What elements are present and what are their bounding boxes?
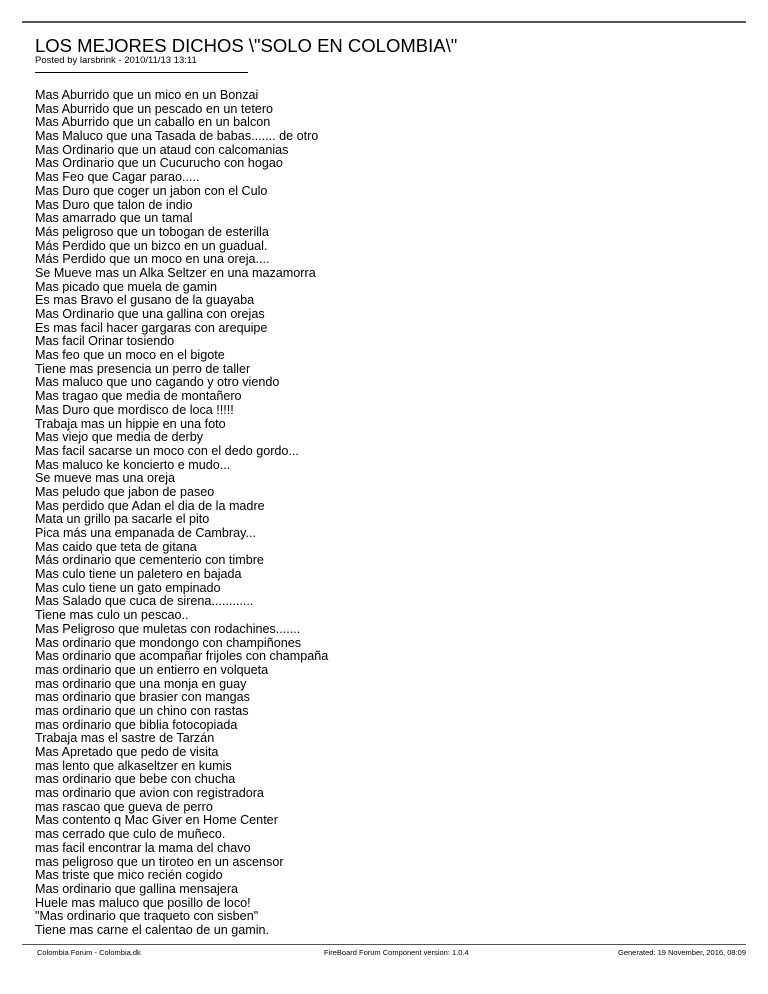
post-line: Es mas Bravo el gusano de la guayaba <box>35 293 255 308</box>
post-line: Se Mueve mas un Alka Seltzer en una mazamorra <box>35 265 316 280</box>
post-line: Más ordinario que cementerio con timbre <box>35 553 264 568</box>
post-line: Mas Duro que talon de indio <box>35 197 193 212</box>
post-line: "Mas ordinario que traqueto con sisben" <box>35 909 259 924</box>
post-line: Trabaja mas el sastre de Tarzán <box>35 731 215 746</box>
post-line: Mas contento q Mac Giver en Home Center <box>35 813 278 828</box>
post-line: Tiene mas presencia un perro de taller <box>35 361 251 376</box>
post-line: Mas Salado que cuca de sirena............ <box>35 594 254 609</box>
post-line: Tiene mas culo un pescao.. <box>35 608 189 623</box>
post-line: Pica más una empanada de Cambray... <box>35 526 256 540</box>
meta-divider <box>35 72 248 73</box>
post-line: Mas Peligroso que muletas con rodachines....... <box>35 621 301 636</box>
post-line: mas cerrado que culo de muñeco. <box>35 827 226 842</box>
post-line: Es mas facil hacer gargaras con arequipe <box>35 320 268 335</box>
post-line: Mas ordinario que gallina mensajera <box>35 881 239 896</box>
post-line: Mas Ordinario que una gallina con orejas <box>35 307 265 321</box>
post-line: mas ordinario que brasier con mangas <box>35 690 250 705</box>
post-line: Mas Aburrido que un pescado en un tetero <box>35 101 274 116</box>
post-line: Más Perdido que un bizco en un guadual. <box>35 238 268 253</box>
post-line: Mas Ordinario que un Cucurucho con hogao <box>35 156 283 171</box>
post-line: Mas amarrado que un tamal <box>35 211 193 226</box>
post-line: Mata un grillo pa sacarle el pito <box>35 512 210 527</box>
post-line: Mas Duro que coger un jabon con el Culo <box>35 183 268 198</box>
post-body <box>35 89 328 938</box>
post-line: mas ordinario que avion con registradora <box>35 786 264 801</box>
post-line: Se mueve mas una oreja <box>35 471 176 486</box>
post-line: Mas feo que un moco en el bigote <box>35 348 225 363</box>
footer-divider <box>22 944 746 945</box>
post-line: Mas Aburrido que un caballo en un balcon <box>35 115 271 130</box>
post-line: Mas Ordinario que un ataud con calcomanias <box>35 142 289 157</box>
post-meta: Posted by larsbrink - 2010/11/13 13:11 <box>35 55 197 66</box>
post-line: mas ordinario que una monja en guay <box>35 676 247 691</box>
footer-component: FireBoard Forum Component version: 1.0.4 <box>324 948 469 957</box>
post-line: Mas picado que muela de gamin <box>35 279 218 294</box>
post-line: Más peligroso que un tobogan de esterilla <box>35 224 269 239</box>
post-line: Mas viejo que media de derby <box>35 430 204 445</box>
footer-generated: Generated: 19 November, 2016, 08:09 <box>617 948 746 957</box>
post-line: Mas peludo que jabon de paseo <box>35 484 215 499</box>
post-line: Mas facil sacarse un moco con el dedo gordo... <box>35 443 299 458</box>
top-divider <box>22 21 746 23</box>
post-line: Mas maluco que uno cagando y otro viendo <box>35 375 280 390</box>
post-line: Mas Aburrido que un mico en un Bonzai <box>35 88 259 102</box>
post-title: LOS MEJORES DICHOS \"SOLO EN COLOMBIA\" <box>35 35 458 56</box>
post-line: mas lento que alkaseltzer en kumis <box>35 758 232 773</box>
post-line: mas facil encontrar la mama del chavo <box>35 840 251 855</box>
post-line: Mas caido que teta de gitana <box>35 539 197 554</box>
post-line: Trabaja mas un hippie en una foto <box>35 416 226 431</box>
post-line: mas peligroso que un tiroteo en un ascensor <box>35 854 284 869</box>
post-line: Mas culo tiene un gato empinado <box>35 580 221 595</box>
post-line: Tiene mas carne el calentao de un gamin. <box>35 922 270 937</box>
post-line: Mas tragao que media de montañero <box>35 389 242 404</box>
post-line: Mas perdido que Adan el dia de la madre <box>35 498 265 513</box>
post-line: Mas Duro que mordisco de loca !!!!! <box>35 402 234 417</box>
post-line: Mas Maluco que una Tasada de babas....... de otro <box>35 129 319 144</box>
post-line: Mas maluco ke koncierto e mudo... <box>35 457 231 472</box>
post-line: Mas ordinario que mondongo con champiñones <box>35 635 302 650</box>
post-line: mas ordinario que bebe con chucha <box>35 772 236 787</box>
post-line: mas ordinario que un chino con rastas <box>35 703 249 718</box>
post-line: Mas culo tiene un paletero en bajada <box>35 567 242 582</box>
post-line: Mas Apretado que pedo de visita <box>35 745 219 759</box>
post-line: mas ordinario que biblia fotocopiada <box>35 717 238 732</box>
post-line: Huele mas maluco que posillo de loco! <box>35 895 251 910</box>
post-line: mas ordinario que un entierro en volqueta <box>35 662 269 677</box>
post-line: Más Perdido que un moco en una oreja.... <box>35 252 270 267</box>
footer-site: Colombia Forum - Colombia.dk <box>37 948 141 957</box>
post-line: mas rascao que gueva de perro <box>35 799 213 814</box>
post-line: Mas facil Orinar tosiendo <box>35 334 175 349</box>
post-line: Mas Feo que Cagar parao..... <box>35 170 200 185</box>
post-line: Mas ordinario que acompañar frijoles con champaña <box>35 649 329 664</box>
post-line: Mas triste que mico recién cogido <box>35 868 223 883</box>
